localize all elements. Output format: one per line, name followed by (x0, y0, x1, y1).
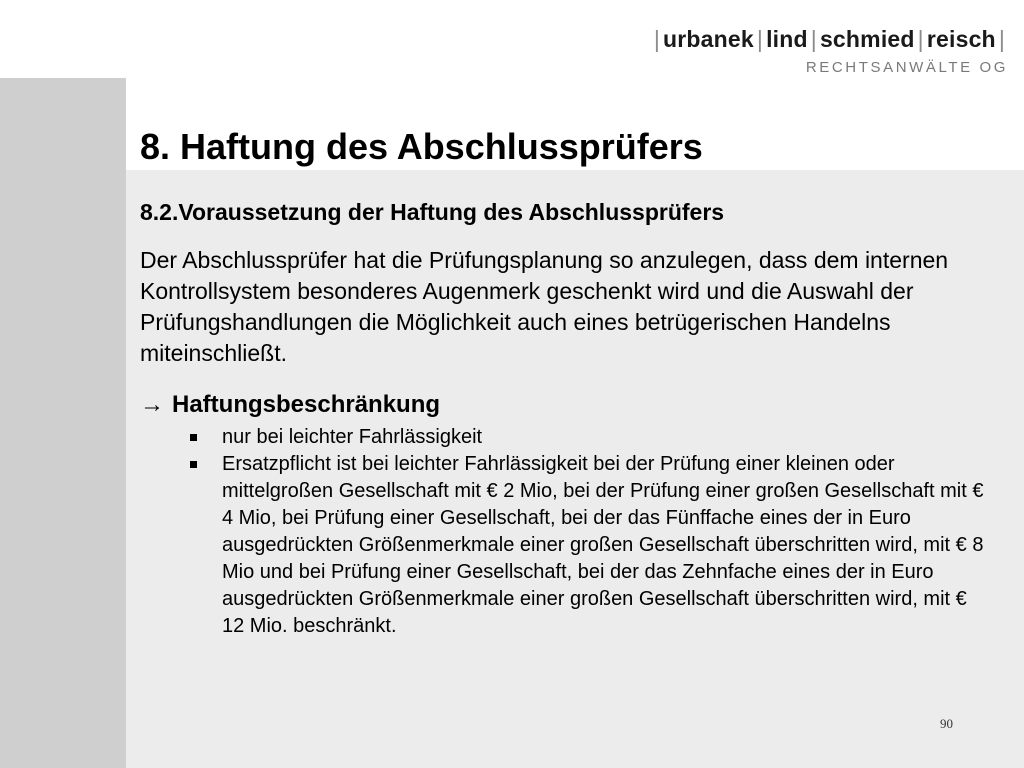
list-item (188, 451, 988, 640)
logo-subtitle: RECHTSANWÄLTE OG (805, 59, 1008, 76)
logo-names (651, 26, 1008, 53)
logo-name-urbanek: urbanek (663, 26, 754, 52)
page-number: 90 (940, 716, 953, 731)
intro-paragraph: Der Abschlussprüfer hat die Prüfungsplanung so anzulegen, dass dem internen Kontrollsystem besonderes Augenmerk geschenkt wird und die Auswahl der Prüfungshandlungen die Möglichkeit auch eines betrügerischen Handelns miteinschließt. (140, 247, 949, 366)
section-heading (140, 391, 440, 419)
list-item-text: Ersatzpflicht ist bei leichter Fahrlässigkeit bei der Prüfung einer kleinen oder mittelgroßen Gesellschaft mit € 2 Mio, bei der Prüfung einer großen Gesellschaft mit € 4 Mio, bei Prüfung einer Gesellschaft, bei der das Fünffache eines der in Euro ausgedrückten Größenmerkmale einer großen Gesellschaft überschritten wird, mit € 8 Mio und bei Prüfung einer Gesellschaft, bei der das Zehnfache eines der in Euro ausgedrückten Größenmerkmale einer großen Gesellschaft überschritten wird, mit € 12 Mio. beschränkt. (222, 453, 984, 637)
logo-separator: | (810, 26, 817, 52)
square-bullet-icon (190, 461, 197, 468)
slide-subtitle: 8.2.Voraussetzung der Haftung des Abschlussprüfers (140, 199, 725, 225)
square-bullet-icon (190, 434, 197, 441)
list-item (188, 424, 988, 451)
slide-title: 8. Haftung des Abschlussprüfers (140, 126, 703, 167)
left-decorative-band (0, 78, 126, 768)
bullet-list (188, 424, 988, 640)
logo-separator: | (917, 26, 924, 52)
logo-separator: | (998, 26, 1005, 52)
logo-separator: | (653, 26, 660, 52)
section-heading-text: Haftungsbeschränkung (172, 391, 441, 418)
right-arrow-icon: → (140, 391, 164, 418)
logo-name-reisch: reisch (926, 26, 996, 52)
logo-name-lind: lind (766, 26, 808, 52)
logo-separator: | (756, 26, 764, 52)
list-item-text: nur bei leichter Fahrlässigkeit (222, 426, 483, 448)
logo-name-schmied: schmied (819, 26, 915, 52)
firm-logo (651, 26, 1008, 76)
